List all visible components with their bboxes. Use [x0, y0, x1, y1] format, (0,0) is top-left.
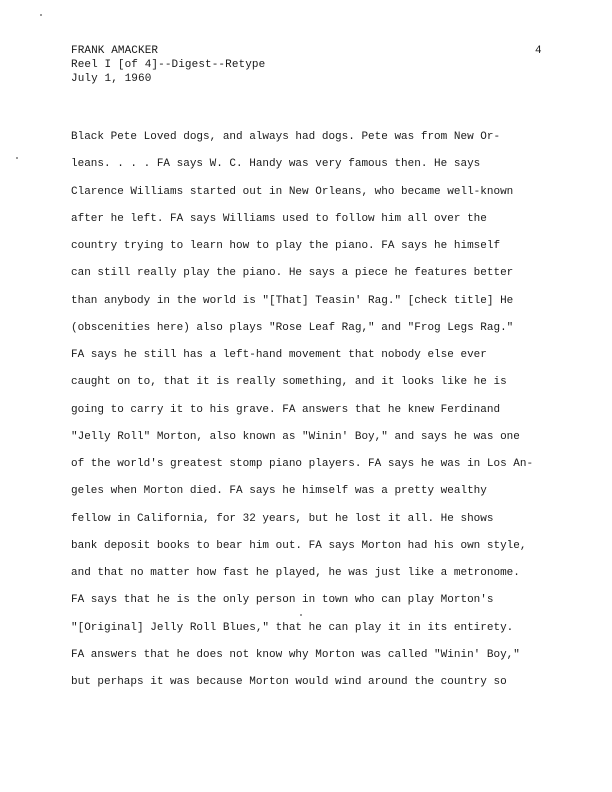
transcript-line: going to carry it to his grave. FA answers that he knew Ferdinand	[71, 403, 501, 416]
page-number: 4	[535, 45, 542, 57]
transcript-line: bank deposit books to bear him out. FA says Morton had his own style,	[71, 539, 527, 552]
transcript-line: Clarence Williams started out in New Orleans, who became well-known	[71, 185, 514, 198]
document-header	[71, 44, 265, 86]
transcript-line: (obscenities here) also plays "Rose Leaf Rag," and "Frog Legs Rag."	[71, 321, 514, 334]
scan-speck	[300, 614, 302, 616]
interview-date: July 1, 1960	[71, 73, 152, 85]
transcript-line: and that no matter how fast he played, he was just like a metronome.	[71, 567, 520, 579]
transcript-line: fellow in California, for 32 years, but he lost it all. He shows	[71, 512, 494, 525]
transcript-line: than anybody in the world is "[That] Teasin' Rag." [check title] He	[71, 294, 514, 307]
scan-speck	[16, 157, 18, 159]
transcript-line: Black Pete Loved dogs, and always had dogs. Pete was from New Or-	[71, 131, 501, 143]
transcript-line: country trying to learn how to play the piano. FA says he himself	[71, 240, 501, 252]
transcript-line: can still really play the piano. He says a piece he features better	[71, 267, 514, 280]
transcript-line: FA says he still has a left-hand movement that nobody else ever	[71, 349, 487, 361]
scan-speck	[40, 14, 42, 16]
transcript-line: geles when Morton died. FA says he himself was a pretty wealthy	[71, 485, 487, 498]
interviewee-name: FRANK AMACKER	[71, 45, 159, 57]
reel-info: Reel I [of 4]--Digest--Retype	[71, 59, 266, 71]
transcript-body	[71, 124, 561, 696]
transcript-line: "[Original] Jelly Roll Blues," that he can play it in its entirety.	[71, 621, 514, 634]
transcript-line: "Jelly Roll" Morton, also known as "Winin' Boy," and says he was one	[71, 430, 520, 443]
transcript-line: FA says that he is the only person in town who can play Morton's	[71, 594, 494, 607]
transcript-line: of the world's greatest stomp piano players. FA says he was in Los An-	[71, 458, 534, 470]
transcript-line: but perhaps it was because Morton would wind around the country so	[71, 676, 507, 688]
transcript-line: FA answers that he does not know why Morton was called "Winin' Boy,"	[71, 648, 520, 661]
transcript-line: after he left. FA says Williams used to follow him all over the	[71, 212, 487, 225]
transcript-line: leans. . . . FA says W. C. Handy was very famous then. He says	[71, 158, 481, 171]
transcript-line: caught on to, that it is really something, and it looks like he is	[71, 376, 507, 389]
